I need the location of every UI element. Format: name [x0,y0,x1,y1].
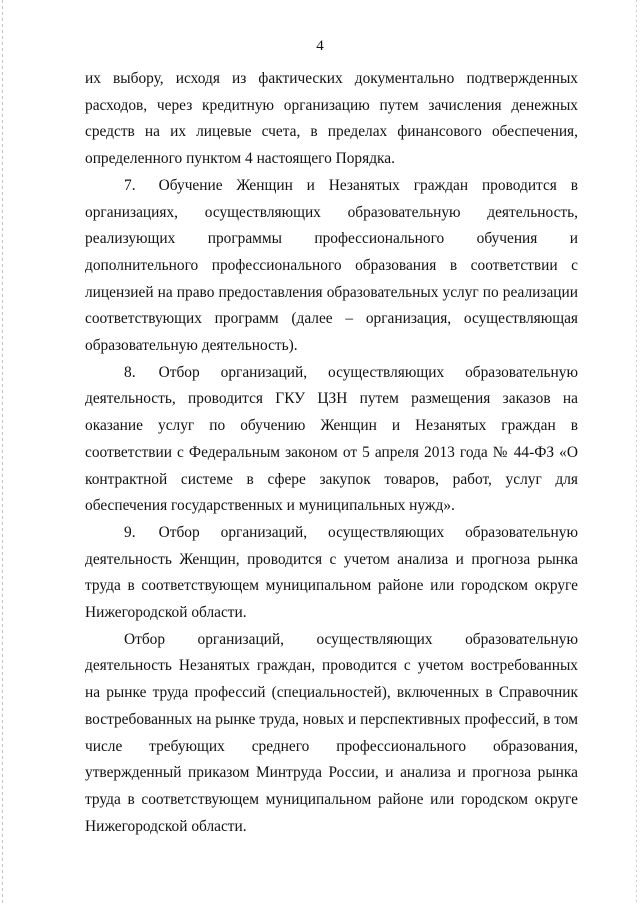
paragraph-number: 7. [124,176,136,194]
paragraph-text: Отбор организаций, осуществляющих образовательную деятельность Женщин, проводится с учетом анализа и прогноза рынка труда в соответствующем муниципальном районе или городском округе Нижегородской области. [85,523,578,622]
paragraph-continuation [85,66,578,173]
paragraph-number: 8. [124,363,136,381]
number-gap [136,177,159,194]
paragraph-text: Отбор организаций, осуществляющих образовательную деятельность, проводится ГКУ ЦЗН путем размещения заказов на оказание услуг по обучению Женщин и Незанятых граждан в соответствии с Федеральным законом от 5 апреля 2013 года № 44-ФЗ «О контрактной системе в сфере закупок товаров, работ, услуг для обеспечения государственных и муниципальных нужд». [85,363,578,515]
scan-edge-left [2,0,3,905]
paragraph-text: Отбор организаций, осуществляющих образовательную деятельность Незанятых граждан, проводится с учетом востребованных на рынке труда профессий (специальностей), включенных в Справочник востребованных на рынке труда, новых и перспективных профессий, в том числе требующих среднего профессионального образования, утвержденный приказом Минтруда России, и анализа и прогноза рынка труда в соответствующем муниципальном районе или городском округе Нижегородской области. [85,630,578,835]
number-gap [136,524,159,541]
scan-edge-right [636,0,637,905]
page-number: 4 [316,38,324,54]
paragraph-text: их выбору, исходя из фактических документально подтвержденных расходов, через кредитную организацию путем зачисления денежных средств на их лицевые счета, в пределах финансового обеспечения, определенного пунктом 4 настоящего Порядка. [85,70,578,168]
paragraph-text: Обучение Женщин и Незанятых граждан проводится в организациях, осуществляющих образовательную деятельность, реализующих программы профессионального обучения и дополнительного профессионального образования в соответствии с лицензией на право предоставления образовательных услуг по реализации соответствующих программ (далее – организация, осуществляющая образовательную деятельность). [85,176,578,355]
document-body [85,66,578,840]
paragraph-item-7 [85,173,578,360]
paragraph-number: 9. [124,523,136,541]
number-gap [136,364,159,381]
paragraph-item-8 [85,360,578,520]
paragraph-item-9-continued [85,627,578,841]
paragraph-item-9 [85,520,578,627]
